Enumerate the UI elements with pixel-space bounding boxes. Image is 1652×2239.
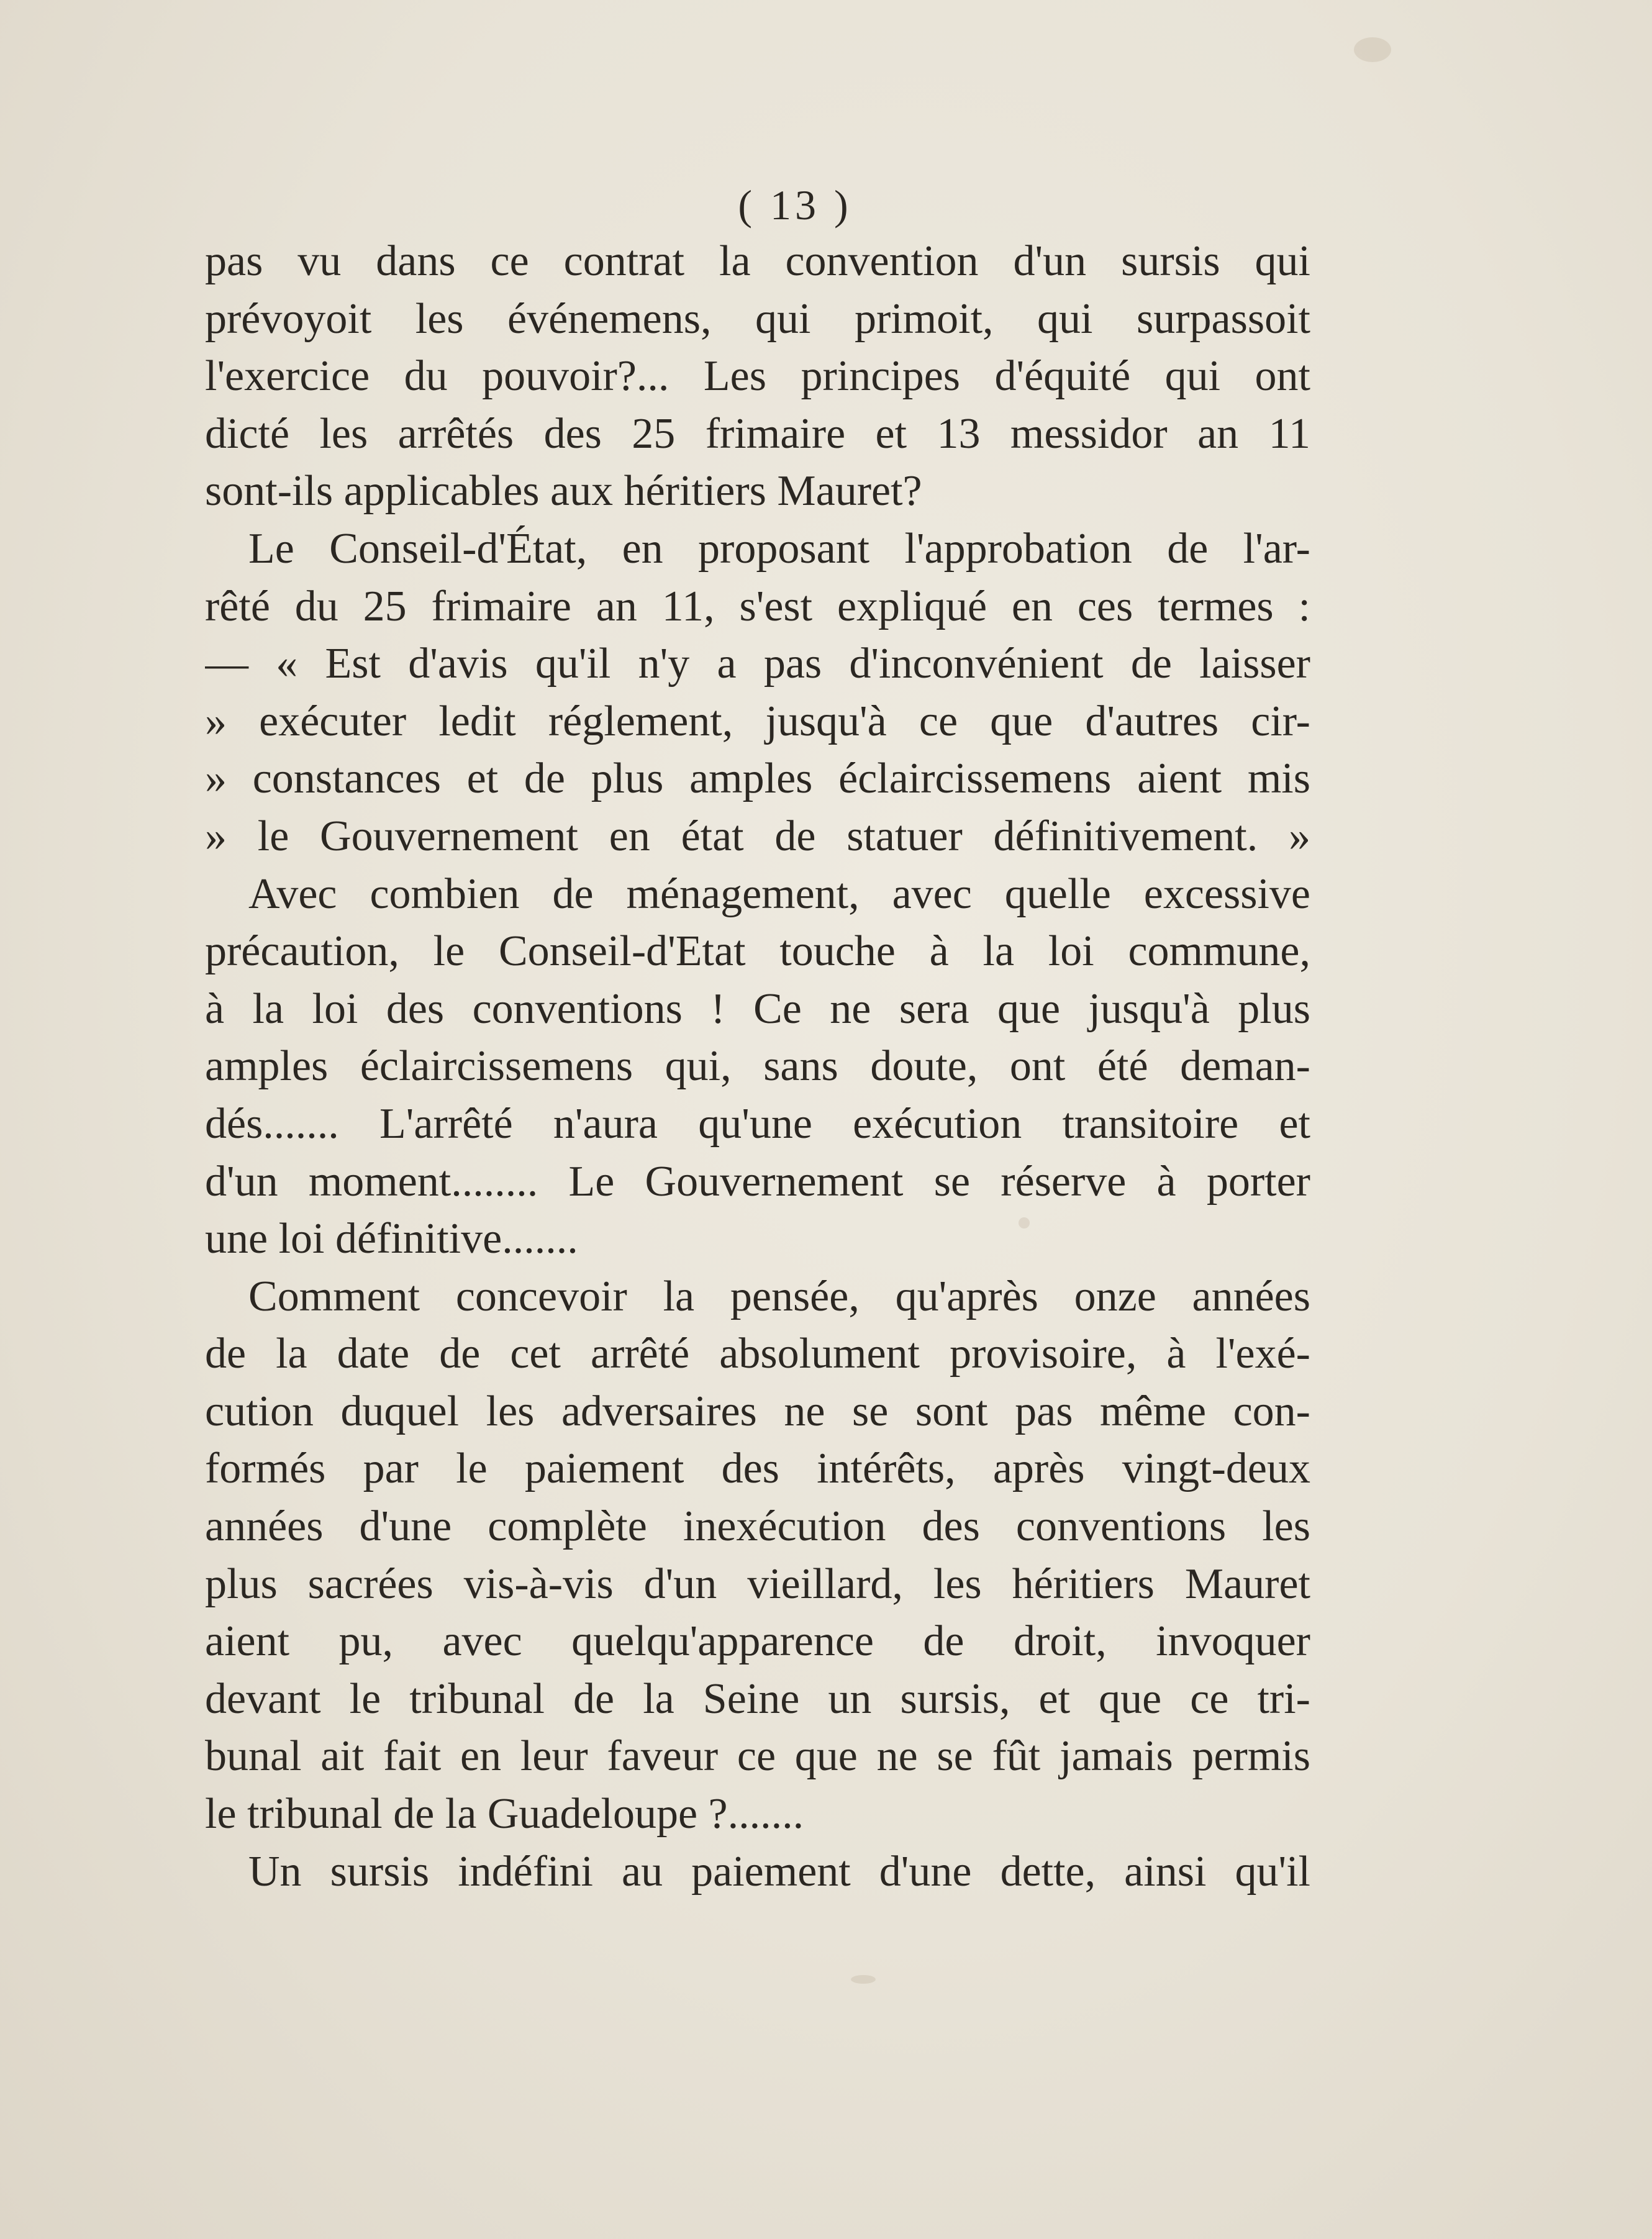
text-line: prévoyoit les événemens, qui primoit, qui surpassoit bbox=[205, 294, 1310, 343]
text-line: une loi définitive....... bbox=[205, 1215, 578, 1263]
text-line: pas vu dans ce contrat la convention d'un sursis qui bbox=[205, 237, 1310, 285]
text-line: de la date de cet arrêté absolument provisoire, à l'exé- bbox=[205, 1330, 1310, 1378]
paper-stain bbox=[851, 1975, 876, 1984]
text-line: l'exercice du pouvoir?... Les principes d'équité qui ont bbox=[205, 352, 1310, 401]
text-line: » exécuter ledit réglement, jusqu'à ce que d'autres cir- bbox=[205, 697, 1310, 745]
text-line: dicté les arrêtés des 25 frimaire et 13 messidor an 11 bbox=[205, 409, 1310, 458]
paper-stain bbox=[1354, 37, 1391, 62]
text-line: devant le tribunal de la Seine un sursis, et que ce tri- bbox=[205, 1674, 1310, 1723]
text-line: à la loi des conventions ! Ce ne sera que jusqu'à plus bbox=[205, 984, 1310, 1033]
text-lines bbox=[205, 233, 1310, 1901]
text-line: aient pu, avec quelqu'apparence de droit, invoquer bbox=[205, 1617, 1310, 1666]
text-line: Le Conseil-d'État, en proposant l'approbation de l'ar- bbox=[248, 524, 1310, 573]
text-line: plus sacrées vis-à-vis d'un vieillard, les héritiers Mauret bbox=[205, 1560, 1310, 1608]
text-line: dés....... L'arrêté n'aura qu'une exécution transitoire et bbox=[205, 1099, 1310, 1148]
text-line: le tribunal de la Guadeloupe ?....... bbox=[205, 1790, 804, 1838]
text-line: rêté du 25 frimaire an 11, s'est expliqué en ces termes : bbox=[205, 582, 1310, 630]
page-text bbox=[205, 177, 1310, 1901]
text-line: précaution, le Conseil-d'Etat touche à la loi commune, bbox=[205, 927, 1310, 976]
text-line: formés par le paiement des intérêts, après vingt-deux bbox=[205, 1445, 1310, 1493]
text-line: cution duquel les adversaires ne se sont pas même con- bbox=[205, 1387, 1310, 1435]
text-line: amples éclaircissemens qui, sans doute, ont été deman- bbox=[205, 1042, 1310, 1091]
text-line: Avec combien de ménagement, avec quelle excessive bbox=[248, 870, 1310, 918]
text-line: » constances et de plus amples éclaircissemens aient mis bbox=[205, 755, 1310, 803]
text-line: Comment concevoir la pensée, qu'après onze années bbox=[248, 1272, 1310, 1320]
text-line: Un sursis indéfini au paiement d'une dette, ainsi qu'il bbox=[248, 1847, 1310, 1896]
page-number: ( 13 ) bbox=[738, 181, 852, 229]
text-line: sont-ils applicables aux héritiers Mauret? bbox=[205, 467, 922, 515]
text-line: » le Gouvernement en état de statuer définitivement. » bbox=[205, 812, 1310, 860]
text-line: — « Est d'avis qu'il n'y a pas d'inconvénient de laisser bbox=[205, 640, 1310, 688]
text-line: d'un moment........ Le Gouvernement se réserve à porter bbox=[205, 1157, 1310, 1206]
text-line: bunal ait fait en leur faveur ce que ne se fût jamais permis bbox=[205, 1732, 1310, 1781]
text-line: années d'une complète inexécution des conventions les bbox=[205, 1502, 1310, 1551]
